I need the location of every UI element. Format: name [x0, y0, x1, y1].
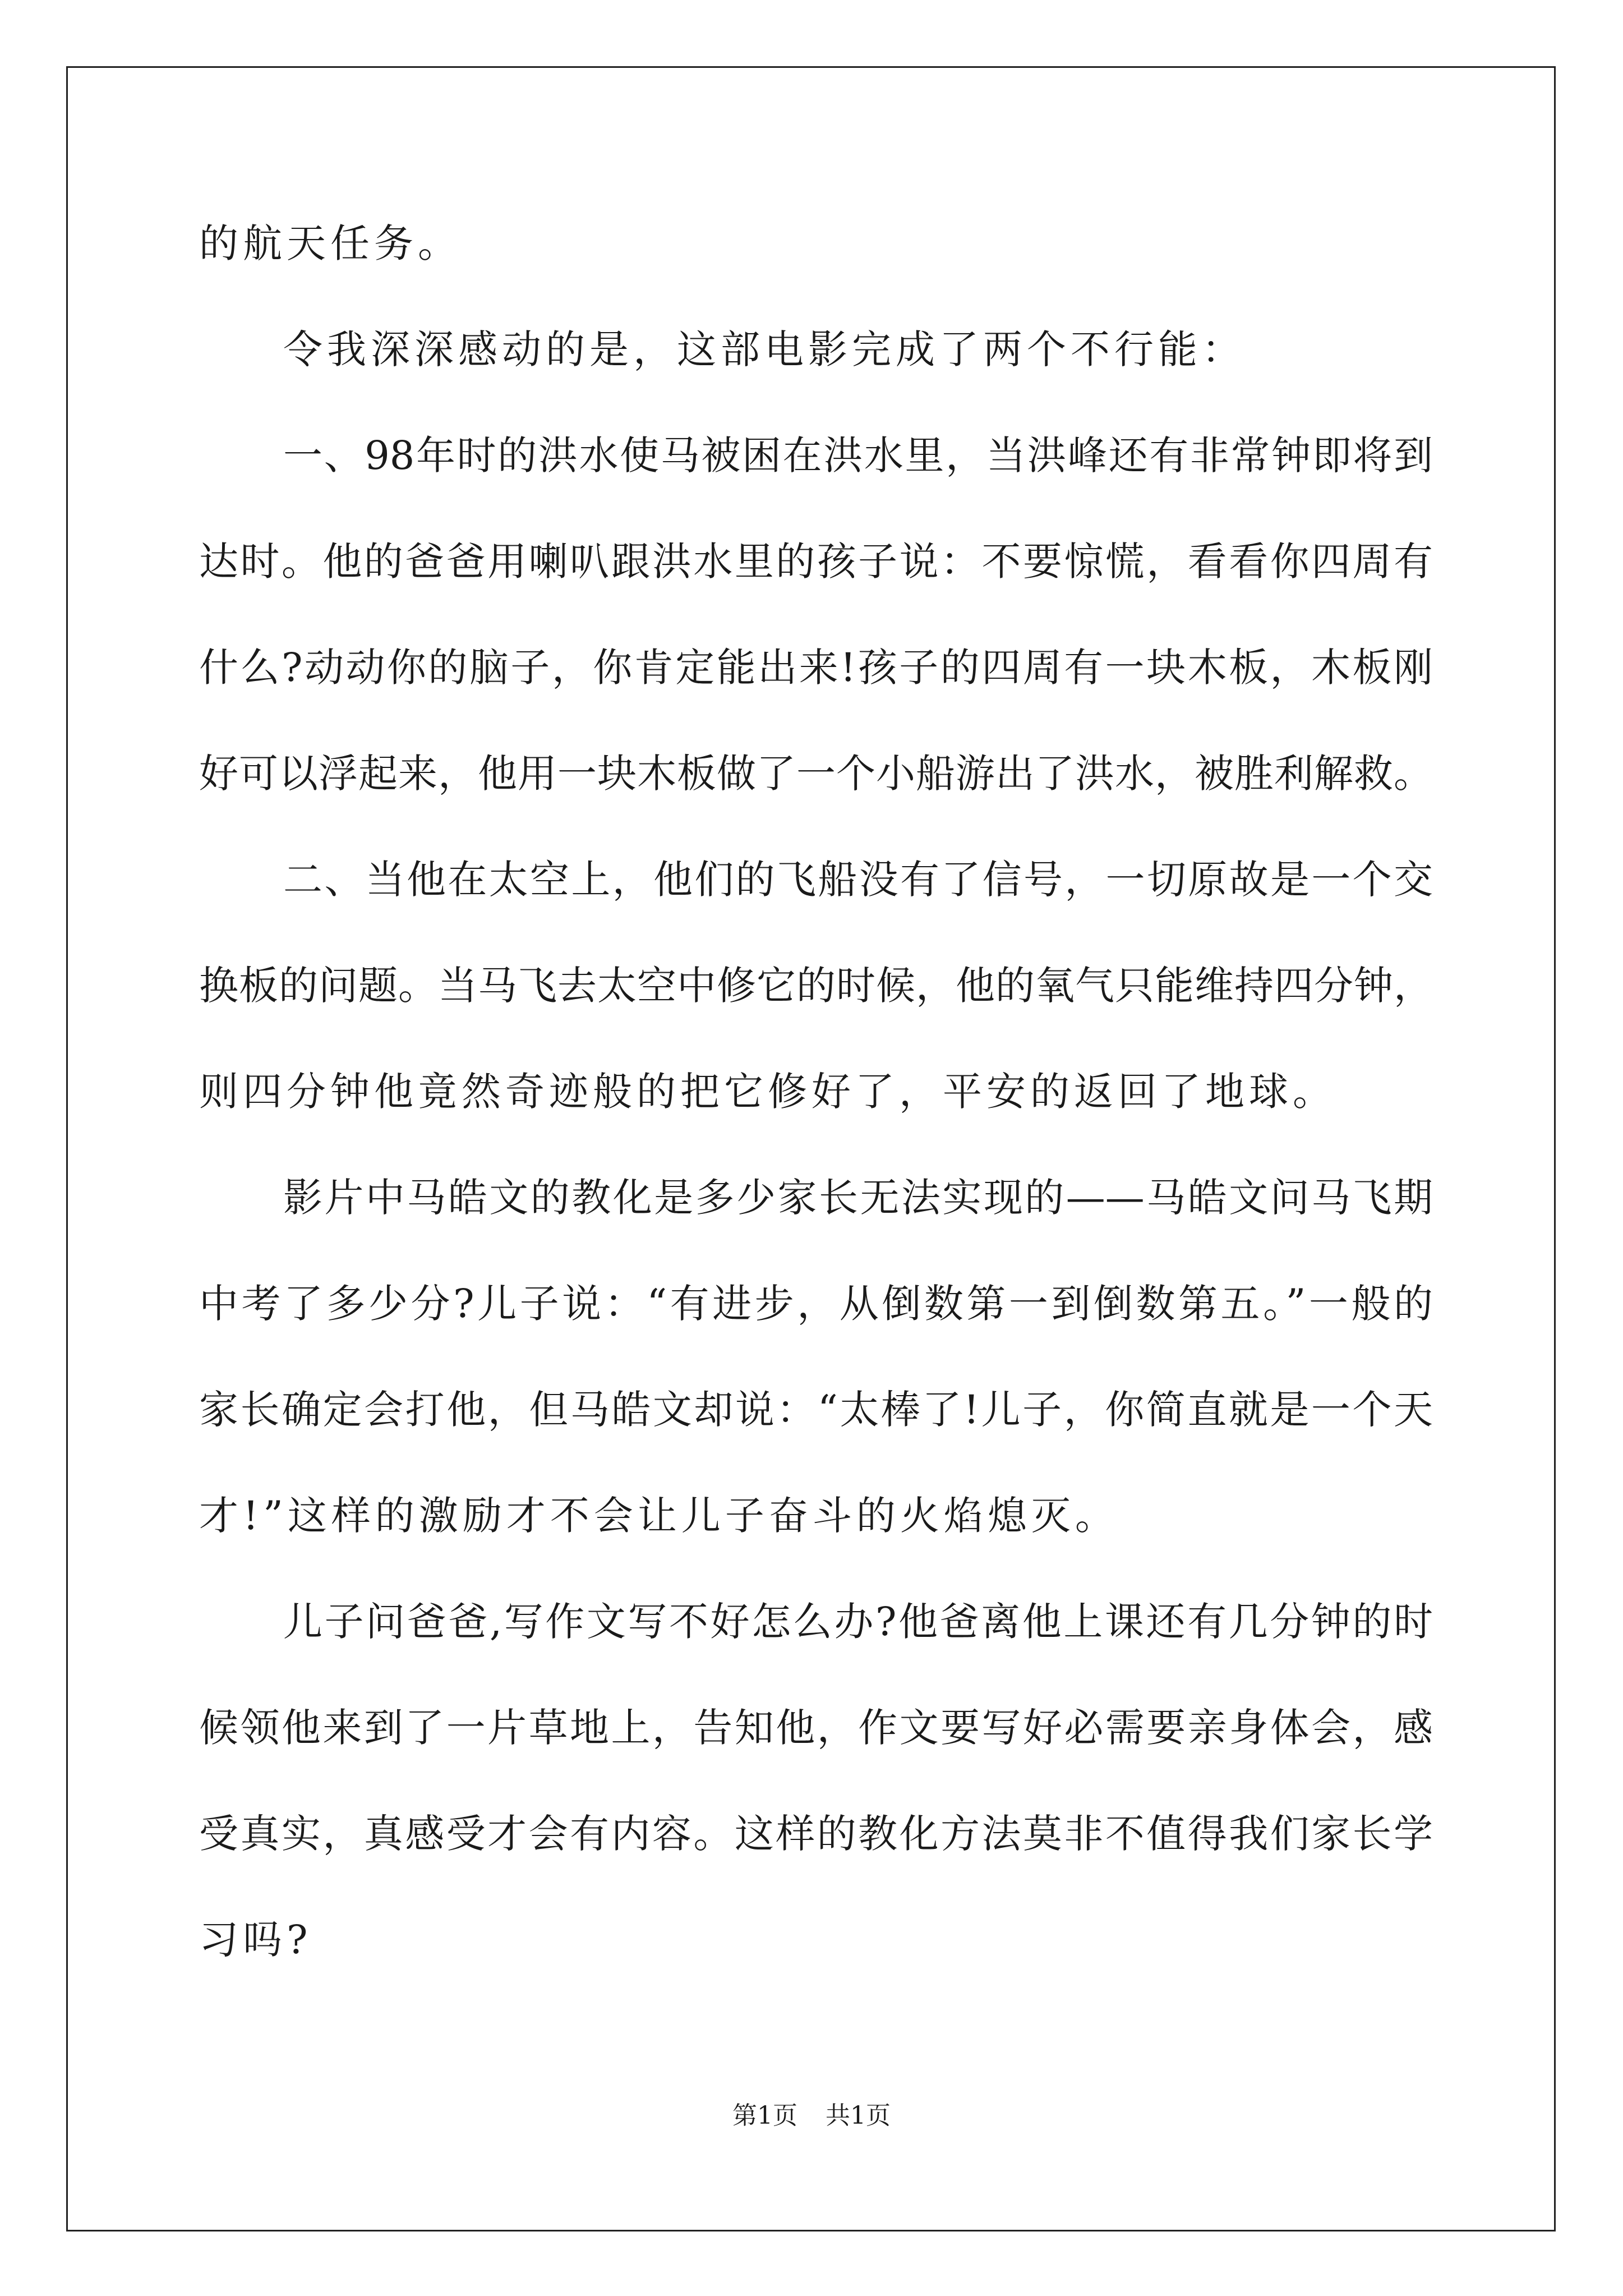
text-line: 习吗?	[199, 1917, 312, 1963]
text-line: 什么?动动你的脑子，你肯定能出来!孩子的四周有一块木板，木板刚	[199, 645, 1433, 691]
text-line: 影片中马皓文的教化是多少家长无法实现的——马皓文问马飞期	[283, 1175, 1433, 1221]
text-line: 的航天任务。	[199, 220, 462, 266]
text-line: 换板的问题。当马飞去太空中修它的时候，他的氧气只能维持四分钟，	[199, 963, 1433, 1009]
text-line: 达时。他的爸爸用喇叭跟洪水里的孩子说：不要惊慌，看看你四周有	[199, 539, 1433, 585]
page-total: 共1页	[826, 2101, 891, 2130]
document-body	[199, 191, 1433, 1993]
text-line: 才!”这样的激励才不会让儿子奋斗的火焰熄灭。	[199, 1493, 1119, 1539]
text-line: 受真实，真感受才会有内容。这样的教化方法莫非不值得我们家长学	[199, 1811, 1433, 1857]
text-line: 中考了多少分?儿子说：“有进步，从倒数第一到倒数第五。”一般的	[199, 1281, 1433, 1327]
text-line: 家长确定会打他，但马皓文却说：“太棒了!儿子，你简直就是一个天	[199, 1387, 1433, 1433]
text-line: 一、98年时的洪水使马被困在洪水里，当洪峰还有非常钟即将到	[283, 432, 1433, 478]
page-number: 第1页	[732, 2101, 797, 2130]
text-line: 好可以浮起来，他用一块木板做了一个小船游出了洪水，被胜利解救。	[199, 751, 1433, 797]
text-line: 令我深深感动的是，这部电影完成了两个不行能：	[283, 326, 1246, 372]
text-line: 候领他来到了一片草地上，告知他，作文要写好必需要亲身体会，感	[199, 1705, 1433, 1751]
text-line: 儿子问爸爸,写作文写不好怎么办?他爸离他上课还有几分钟的时	[283, 1599, 1433, 1645]
page-footer	[0, 2095, 1623, 2131]
text-line: 二、当他在太空上，他们的飞船没有了信号，一切原故是一个交	[283, 857, 1433, 903]
text-line: 则四分钟他竟然奇迹般的把它修好了，平安的返回了地球。	[199, 1069, 1336, 1115]
